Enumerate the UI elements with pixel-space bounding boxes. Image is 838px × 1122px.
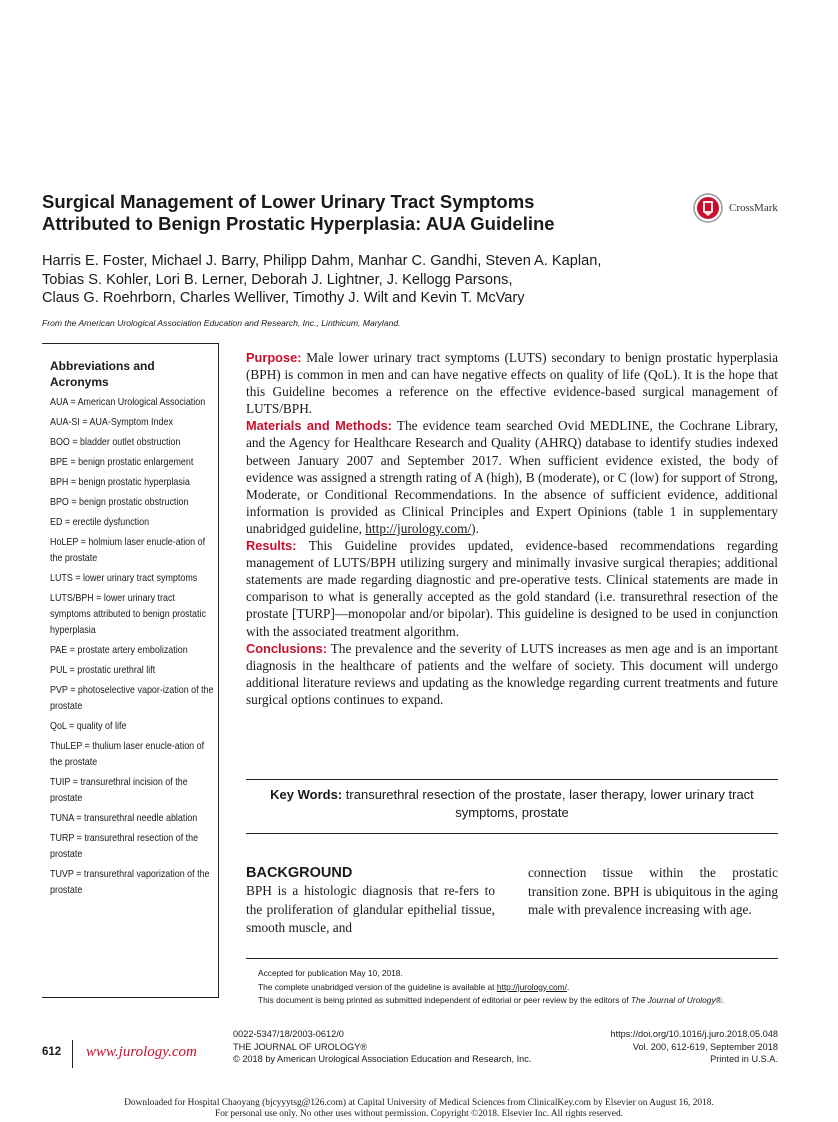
- download-line-1: Downloaded for Hospital Chaoyang (bjcyyytsg@126.com) at Capital University of Medical Sciences from ClinicalKey.com by Elsevier on August 16, 2018.: [124, 1098, 714, 1108]
- background-column-1: BPH is a histologic diagnosis that re-fers to the proliferation of glandular epithelial tissue, smooth muscle, and: [246, 883, 495, 936]
- abbreviation-item: AUA-SI = AUA-Symptom Index: [50, 417, 173, 428]
- abbreviation-item: BPH = benign prostatic hyperplasia: [50, 477, 190, 488]
- crossmark-icon: [693, 193, 723, 223]
- journal-website[interactable]: www.jurology.com: [86, 1044, 197, 1060]
- abbreviation-item: LUTS = lower urinary tract symptoms: [50, 573, 198, 584]
- authors-line-3: Claus G. Roehrborn, Charles Welliver, Timothy J. Wilt and Kevin T. McVary: [42, 290, 525, 306]
- conclusions-text: The prevalence and the severity of LUTS increases as men age and is an important diagnosis in the healthcare of patients and the welfare of society. This document will undergo additional literature reviews and updating as the knowledge regarding current treatments and future surgical options continues to expand.: [246, 640, 778, 707]
- page-number-divider: [72, 1040, 73, 1068]
- abbreviation-item: LUTS/BPH = lower urinary tract symptoms attributed to benign prostatic hyperplasia: [50, 593, 206, 636]
- crossmark-badge[interactable]: [693, 193, 823, 227]
- methods-text: The evidence team searched Ovid MEDLINE, the Cochrane Library, and the Agency for Healthcare Research and Quality (AHRQ) database to identify studies indexed between January 2007 and September 2017. When sufficient evidence existed, the body of evidence was assigned a strength rating of A (high), B (moderate), or C (low) for support of Strong, Moderate, or Conditional Recommendations. In the absence of sufficient evidence, additional information is provided as Clinical Principles and Expert Opinions (table 1 in supplementary unabridged guideline,: [246, 418, 778, 536]
- title-line-1: Surgical Management of Lower Urinary Tract Symptoms: [42, 191, 535, 212]
- abbreviation-item: QoL = quality of life: [50, 721, 127, 732]
- keywords-text: transurethral resection of the prostate, laser therapy, lower urinary tract symptoms, prostate: [345, 787, 754, 820]
- abbreviation-item: PUL = prostatic urethral lift: [50, 665, 156, 676]
- abbreviation-item: BPO = benign prostatic obstruction: [50, 497, 189, 508]
- abbreviation-item: PVP = photoselective vapor-ization of the prostate: [50, 685, 214, 712]
- abbreviation-item: AUA = American Urological Association: [50, 397, 206, 408]
- abbreviation-item: BPE = benign prostatic enlargement: [50, 457, 194, 468]
- authors-line-2: Tobias S. Kohler, Lori B. Lerner, Deborah J. Lightner, J. Kellogg Parsons,: [42, 271, 513, 288]
- footnote-accepted: Accepted for publication May 10, 2018.: [258, 968, 403, 978]
- footnote-unabridged: [258, 981, 788, 995]
- keywords-bottom-rule: [246, 833, 778, 834]
- abstract-results: [246, 537, 778, 640]
- abbreviation-item: TUNA = transurethral needle ablation: [50, 813, 198, 824]
- printed-location: Printed in U.S.A.: [710, 1054, 778, 1064]
- methods-end: ).: [471, 520, 479, 536]
- issn: 0022-5347/18/2003-0612/0: [233, 1029, 344, 1039]
- keywords-label: Key Words:: [270, 787, 343, 802]
- abbreviations-list: [50, 395, 218, 903]
- download-notice: [0, 1098, 838, 1120]
- footnote-unabridged-end: .: [566, 981, 570, 992]
- footnote-printed-journal: The Journal of Urology: [630, 995, 716, 1005]
- purpose-text: Male lower urinary tract symptoms (LUTS) secondary to benign prostatic hyperplasia (BPH) is common in men and can have negative effects on quality of life (QoL). It is the hope that this Guideline becomes a reference on the effective evidence-based surgical management of LUTS/BPH.: [246, 350, 779, 417]
- footnote-printed: [258, 994, 788, 1008]
- abbreviation-item: PAE = prostate artery embolization: [50, 645, 188, 656]
- abbreviation-item: ThuLEP = thulium laser enucle-ation of the prostate: [50, 741, 205, 768]
- keywords: [246, 786, 778, 822]
- results-text: This Guideline provides updated, evidence-based recommendations regarding management of LUTS/BPH utilizing surgery and minimally invasive surgical therapies; additional statements are made regarding diagnostic and pre-operative tests. Clinical statements are made in comparison to what is generally accepted as the gold standard (i.e. transurethral resection of the prostate [TURP]—monopolar and/or bipolar). This guideline is designed to be used in conjunction with the associated treatment algorithm.: [246, 538, 778, 639]
- conclusions-label: Conclusions:: [246, 640, 328, 656]
- author-list: [42, 252, 742, 308]
- background-heading: BACKGROUND: [246, 865, 353, 881]
- abstract-methods: [246, 417, 778, 537]
- doi-link[interactable]: https://doi.org/10.1016/j.juro.2018.05.048: [610, 1029, 778, 1039]
- affiliation: From the American Urological Association Education and Research, Inc., Linthicum, Maryland.: [42, 318, 401, 328]
- background-column-2: connection tissue within the prostatic transition zone. BPH is ubiquitous in the aging male with prevalence increasing with age.: [528, 865, 778, 918]
- footnote-unabridged-link[interactable]: http://jurology.com/: [496, 981, 567, 992]
- footnote-rule: [246, 958, 778, 959]
- results-label: Results:: [246, 538, 297, 554]
- abbreviations-sidebar: [42, 343, 219, 998]
- article-title: [42, 191, 662, 235]
- footnote-unabridged-text: The complete unabridged version of the guideline is available at: [258, 981, 495, 992]
- download-line-2: For personal use only. No other uses without permission. Copyright ©2018. Elsevier Inc. All rights reserved.: [214, 1109, 624, 1119]
- abstract-conclusions: [246, 640, 778, 708]
- title-line-2: Attributed to Benign Prostatic Hyperplasia: AUA Guideline: [42, 213, 555, 234]
- abstract-purpose: [246, 349, 778, 417]
- abbreviation-item: HoLEP = holmium laser enucle-ation of the prostate: [50, 537, 206, 564]
- footnotes: [258, 967, 788, 1008]
- abbreviations-title: Abbreviations and Acronyms: [50, 359, 155, 389]
- abstract: [246, 349, 778, 708]
- abbreviation-item: ED = erectile dysfunction: [50, 517, 150, 528]
- footnote-printed-end: ®.: [715, 995, 725, 1005]
- abbreviation-item: TUIP = transurethral incision of the prostate: [50, 777, 188, 804]
- journal-name: THE JOURNAL OF UROLOGY®: [233, 1041, 368, 1052]
- bibliographic-left: [233, 1028, 593, 1066]
- abbreviation-item: TUVP = transurethral vaporization of the prostate: [50, 869, 210, 896]
- bibliographic-right: [540, 1028, 778, 1066]
- volume-info: Vol. 200, 612-619, September 2018: [632, 1041, 778, 1052]
- keywords-top-rule: [246, 779, 778, 780]
- methods-label: Materials and Methods:: [246, 418, 392, 434]
- crossmark-label: CrossMark: [729, 202, 778, 214]
- footnote-printed-text: This document is being printed as submitted independent of editorial or peer review by the editors of: [258, 995, 629, 1005]
- abbreviation-item: TURP = transurethral resection of the prostate: [50, 833, 199, 860]
- copyright: © 2018 by American Urological Association Education and Research, Inc.: [233, 1054, 532, 1064]
- page-number: 612: [42, 1046, 62, 1058]
- authors-line-1: Harris E. Foster, Michael J. Barry, Philipp Dahm, Manhar C. Gandhi, Steven A. Kaplan,: [42, 253, 602, 269]
- purpose-label: Purpose:: [246, 350, 302, 365]
- abbreviation-item: BOO = bladder outlet obstruction: [50, 437, 181, 448]
- methods-link[interactable]: http://jurology.com/: [365, 520, 472, 536]
